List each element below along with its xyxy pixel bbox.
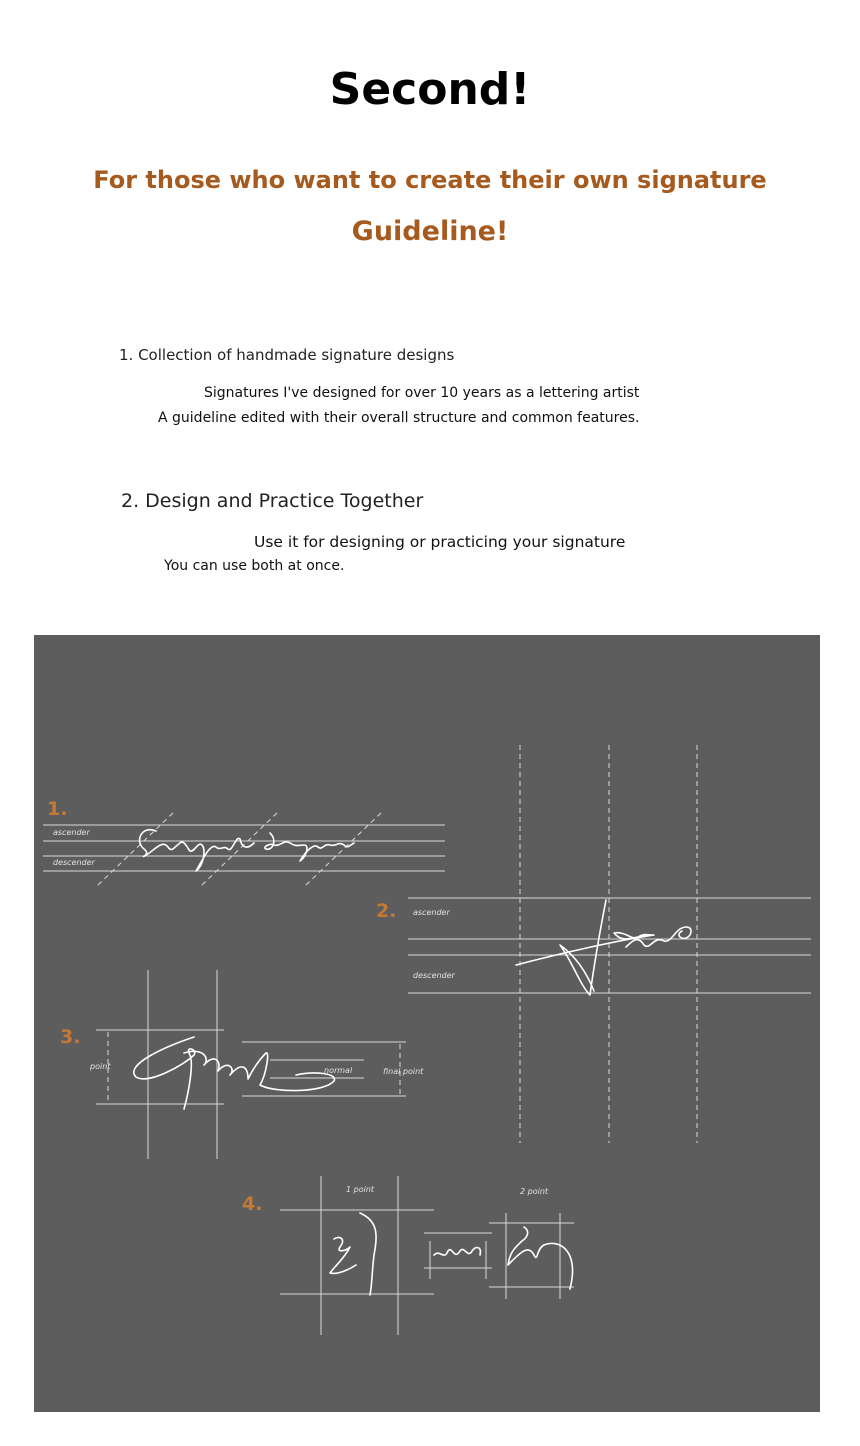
- signature-stroke: [134, 1037, 195, 1109]
- signature-stroke: [140, 830, 254, 871]
- signature-stroke: [330, 1237, 356, 1273]
- page-subtitle-emphasis: Guideline!: [351, 216, 509, 247]
- slant-guide: [98, 812, 174, 885]
- guide-label: 2 point: [520, 1187, 549, 1196]
- example-1: [43, 798, 445, 885]
- example-4: [242, 1176, 574, 1335]
- section-text-line: You can use both at once.: [164, 558, 345, 574]
- signature-stroke: [360, 1213, 376, 1295]
- guide-label: point: [90, 1062, 111, 1071]
- signature-stroke: [434, 1248, 480, 1256]
- section-heading-design-practice: 2. Design and Practice Together: [121, 490, 424, 512]
- example-number: 3.: [60, 1026, 81, 1048]
- section-text-line: Use it for designing or practicing your signature: [254, 533, 626, 551]
- guideline-diagram: [34, 635, 820, 1412]
- section-text-line: A guideline edited with their overall structure and common features.: [158, 410, 640, 426]
- signature-stroke: [508, 1227, 573, 1289]
- section-text-line: Signatures I've designed for over 10 years as a lettering artist: [204, 385, 640, 401]
- guide-label: ascender: [413, 908, 450, 917]
- guide-label: descender: [53, 858, 95, 867]
- signature-stroke: [265, 833, 354, 861]
- guide-label: normal: [324, 1066, 353, 1075]
- example-2: [376, 745, 811, 1143]
- example-number: 2.: [376, 900, 397, 922]
- page-title: Second!: [329, 64, 531, 115]
- slant-guide: [306, 812, 382, 885]
- guide-label: final point: [383, 1067, 424, 1076]
- example-3: [60, 970, 424, 1159]
- guide-label: descender: [413, 971, 455, 980]
- example-number: 4.: [242, 1193, 263, 1215]
- signature-stroke: [184, 1051, 334, 1090]
- signature-stroke: [560, 900, 606, 995]
- page-subtitle: For those who want to create their own signature: [93, 166, 767, 194]
- example-number: 1.: [47, 798, 68, 820]
- guide-label: 1 point: [346, 1185, 375, 1194]
- signature-stroke: [516, 933, 654, 965]
- guide-label: ascender: [53, 828, 90, 837]
- signature-guideline-illustration: [34, 635, 820, 1412]
- section-heading-collection: 1. Collection of handmade signature designs: [119, 346, 455, 364]
